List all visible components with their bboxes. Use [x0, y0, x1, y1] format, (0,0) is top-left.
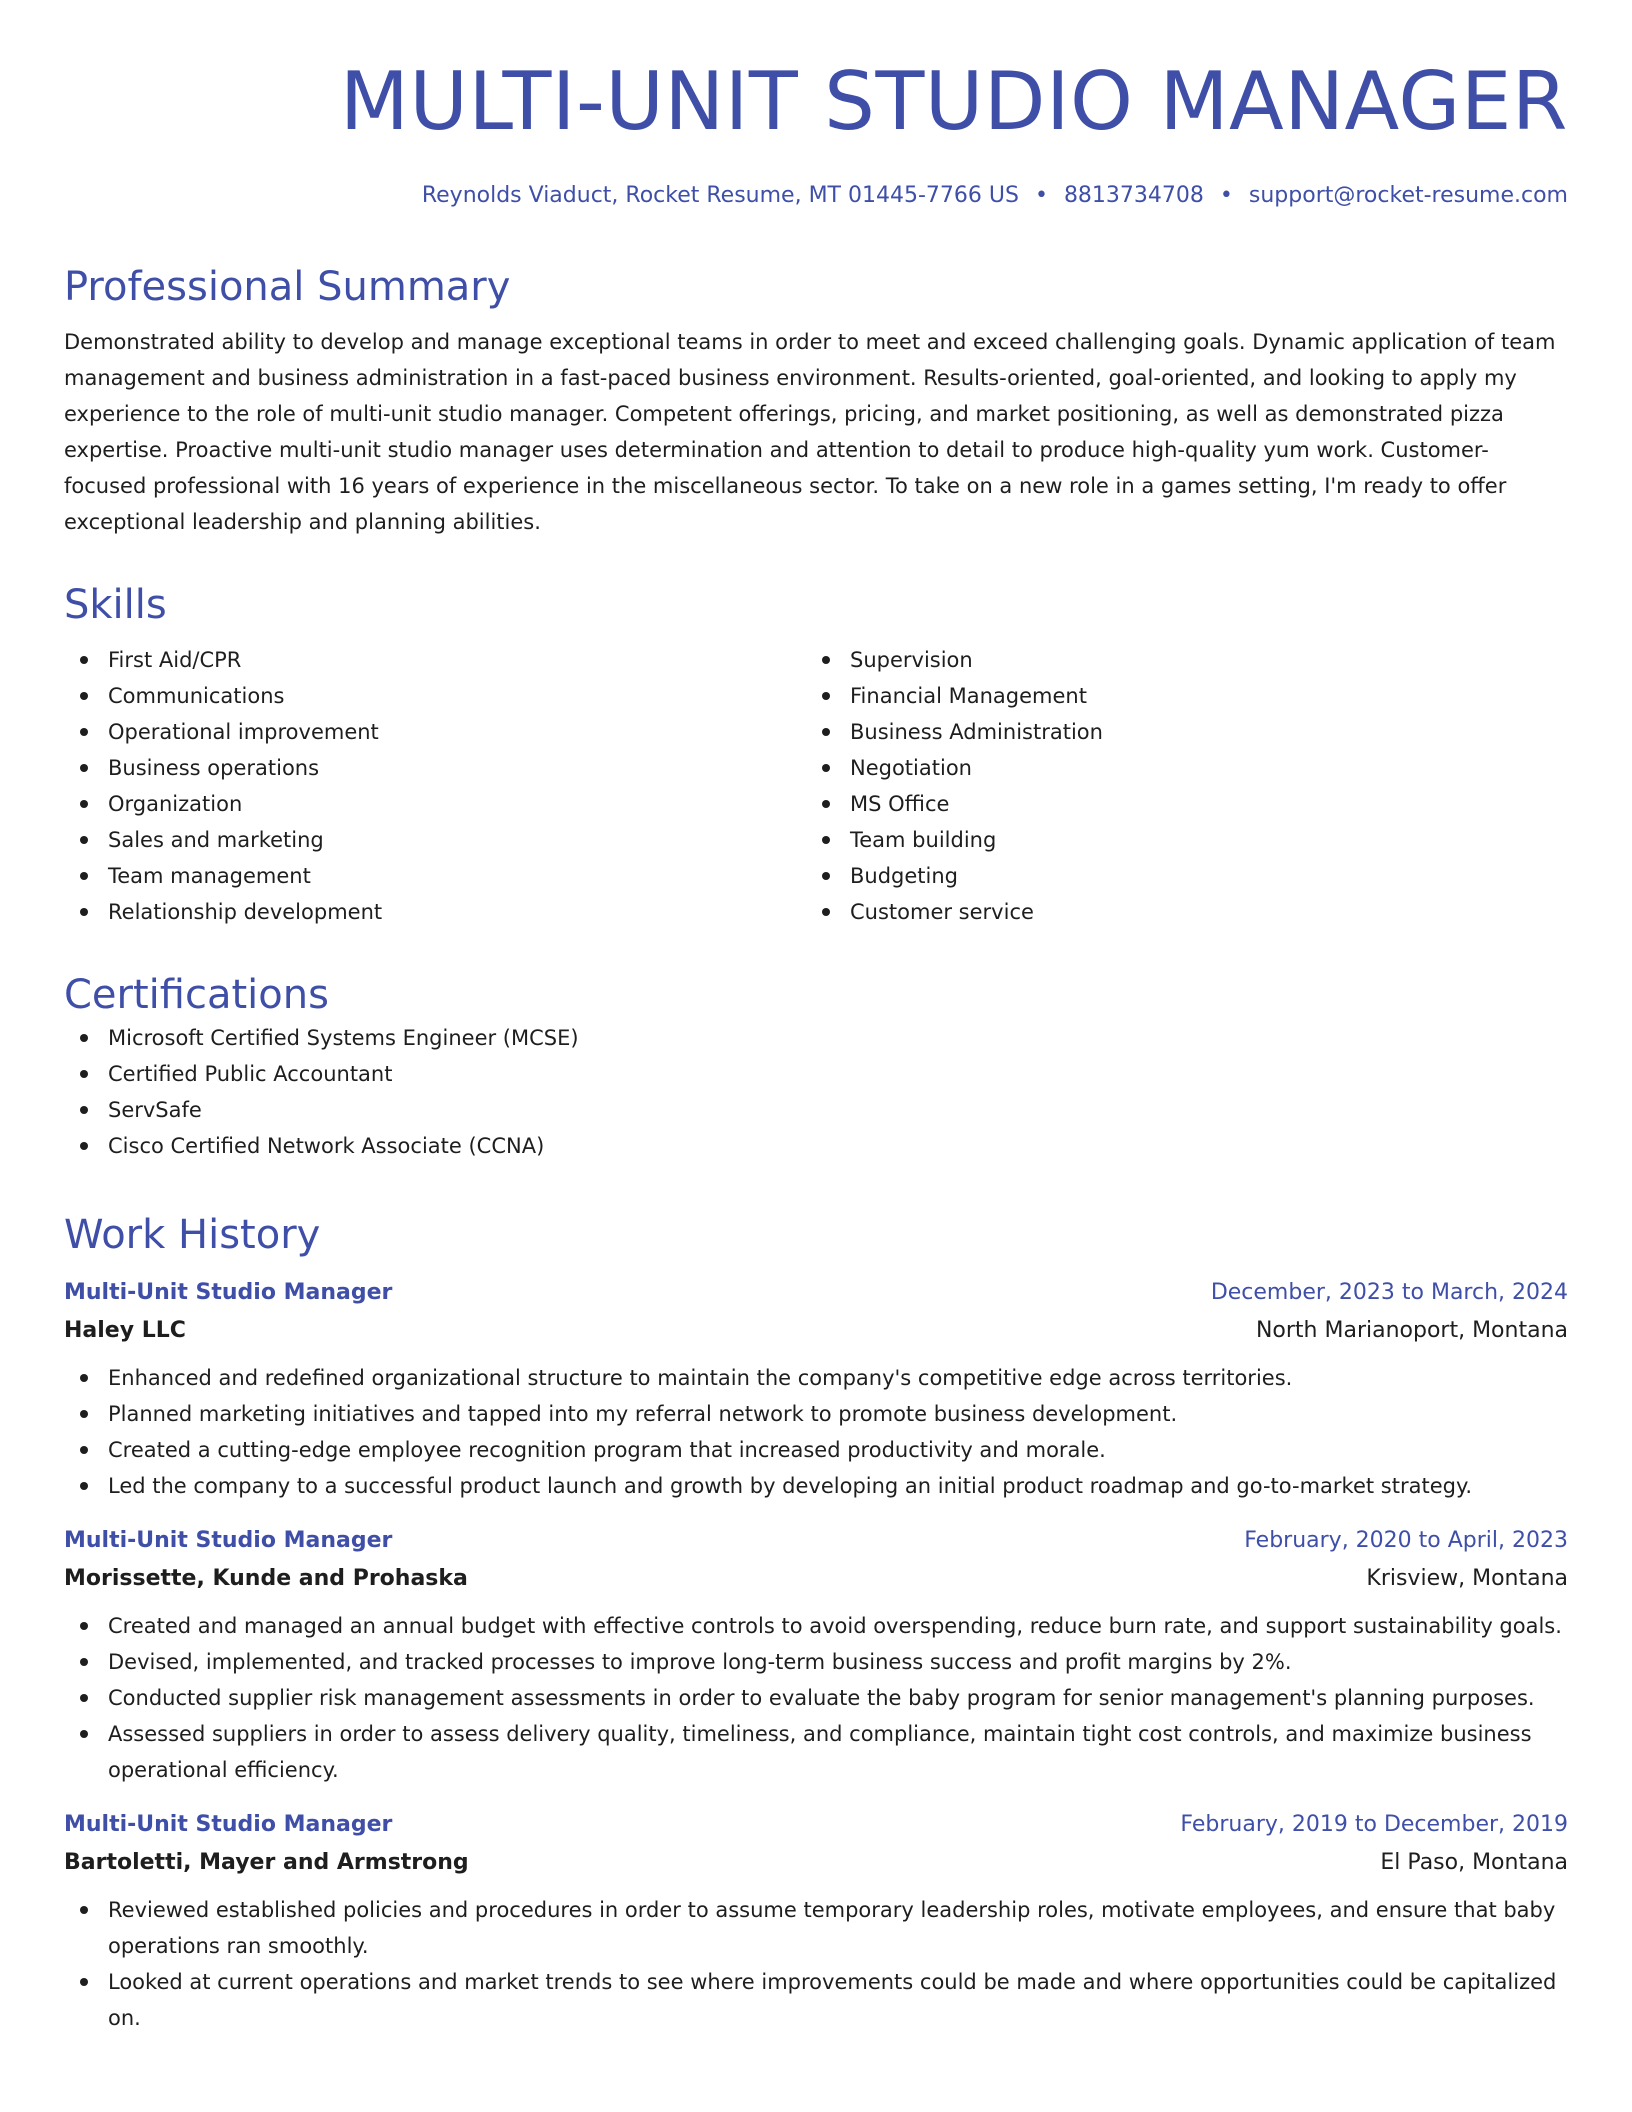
job-company-row — [64, 1312, 1568, 1350]
skills-list-right — [806, 642, 1548, 930]
resume-title: MULTI-UNIT STUDIO MANAGER — [339, 55, 1568, 148]
certification-item: ServSafe — [64, 1092, 1568, 1128]
contact-line — [422, 180, 1568, 212]
job-title: Multi-Unit Studio Manager — [64, 1812, 393, 1837]
summary-text: Demonstrated ability to develop and manage exceptional teams in order to meet and exceed challenging goals. Dynamic application of team management and business administration in a fast-paced business environment. Results-oriented, goal-oriented, and looking to apply my experience to the role of multi-unit studio manager. Competent offerings, pricing, and market positioning, as well as demonstrated pizza expertise. Proactive multi-unit studio manager uses determination and attention to detail to produce high-quality yum work. Customer-focused professional with 16 years of experience in the miscellaneous sector. To take on a new role in a games setting, I'm ready to offer exceptional leadership and planning abilities. — [64, 330, 1556, 534]
certification-item: Cisco Certified Network Associate (CCNA) — [64, 1128, 1568, 1164]
certifications-section — [64, 970, 1568, 1164]
skills-list-left — [64, 642, 806, 930]
job-bullet: Enhanced and redefined organizational structure to maintain the company's competitive edge across territories. — [64, 1360, 1568, 1396]
skill-item: Business Administration — [806, 714, 1548, 750]
skill-item: Team management — [64, 858, 806, 894]
job-bullet: Reviewed established policies and procedures in order to assume temporary leadership roles, motivate employees, and ensure that baby operations ran smoothly. — [64, 1892, 1568, 1964]
certification-item: Certified Public Accountant — [64, 1056, 1568, 1092]
skill-item: Business operations — [64, 750, 806, 786]
summary-section — [64, 262, 1568, 540]
job-bullets — [64, 1892, 1568, 2036]
skill-item: Relationship development — [64, 894, 806, 930]
job-entry — [64, 1274, 1568, 1504]
job-entry — [64, 1522, 1568, 1788]
job-bullet: Created a cutting-edge employee recognition program that increased productivity and morale. — [64, 1432, 1568, 1468]
skill-item: Negotiation — [806, 750, 1548, 786]
job-bullet: Led the company to a successful product launch and growth by developing an initial product roadmap and go-to-market strategy. — [64, 1468, 1568, 1504]
work-history-heading: Work History — [64, 1212, 321, 1258]
contact-address: Reynolds Viaduct, Rocket Resume, MT 01445-7766 US — [421, 183, 1019, 208]
contact-phone: 8813734708 — [1063, 183, 1204, 208]
job-bullet: Conducted supplier risk management assessments in order to evaluate the baby program for senior management's planning purposes. — [64, 1680, 1568, 1716]
skill-item: Team building — [806, 822, 1548, 858]
summary-heading: Professional Summary — [64, 264, 511, 310]
job-title-row — [64, 1806, 1568, 1844]
job-bullet: Devised, implemented, and tracked processes to improve long-term business success and profit margins by 2%. — [64, 1644, 1568, 1680]
job-dates: February, 2019 to December, 2019 — [1180, 1812, 1568, 1837]
contact-separator: • — [1219, 183, 1233, 208]
job-location: El Paso, Montana — [1380, 1850, 1568, 1875]
job-company: Haley LLC — [64, 1318, 186, 1343]
skills-heading: Skills — [64, 582, 167, 628]
certifications-heading: Certifications — [64, 972, 329, 1018]
contact-separator: • — [1034, 183, 1048, 208]
job-location: North Marianoport, Montana — [1255, 1318, 1568, 1343]
job-bullets — [64, 1608, 1568, 1788]
job-entry — [64, 1806, 1568, 2036]
job-bullet: Assessed suppliers in order to assess delivery quality, timeliness, and compliance, maintain tight cost controls, and maximize business operational efficiency. — [64, 1716, 1568, 1788]
job-dates: December, 2023 to March, 2024 — [1210, 1280, 1568, 1305]
job-company-row — [64, 1560, 1568, 1598]
job-title-row — [64, 1274, 1568, 1312]
skill-item: First Aid/CPR — [64, 642, 806, 678]
skill-item: Customer service — [806, 894, 1548, 930]
job-dates: February, 2020 to April, 2023 — [1244, 1528, 1568, 1553]
certification-item: Microsoft Certified Systems Engineer (MCSE) — [64, 1020, 1568, 1056]
skill-item: Organization — [64, 786, 806, 822]
job-bullet: Created and managed an annual budget with effective controls to avoid overspending, reduce burn rate, and support sustainability goals. — [64, 1608, 1568, 1644]
job-bullet: Looked at current operations and market trends to see where improvements could be made and where opportunities could be capitalized on. — [64, 1964, 1568, 2036]
job-company: Morissette, Kunde and Prohaska — [64, 1566, 468, 1591]
skill-item: MS Office — [806, 786, 1548, 822]
job-title: Multi-Unit Studio Manager — [64, 1280, 393, 1305]
certifications-list — [64, 1020, 1568, 1164]
skill-item: Supervision — [806, 642, 1548, 678]
job-bullets — [64, 1360, 1568, 1504]
job-company-row — [64, 1844, 1568, 1882]
job-location: Krisview, Montana — [1366, 1566, 1568, 1591]
job-bullet: Planned marketing initiatives and tapped into my referral network to promote business development. — [64, 1396, 1568, 1432]
skill-item: Communications — [64, 678, 806, 714]
work-history-section — [64, 1210, 1568, 2036]
job-company: Bartoletti, Mayer and Armstrong — [64, 1850, 469, 1875]
job-title: Multi-Unit Studio Manager — [64, 1528, 393, 1553]
job-title-row — [64, 1522, 1568, 1560]
contact-email[interactable]: support@rocket-resume.com — [1248, 183, 1568, 208]
skills-columns — [64, 642, 1568, 930]
skill-item: Sales and marketing — [64, 822, 806, 858]
skill-item: Budgeting — [806, 858, 1548, 894]
skill-item: Financial Management — [806, 678, 1548, 714]
skills-section — [64, 580, 1568, 930]
skill-item: Operational improvement — [64, 714, 806, 750]
